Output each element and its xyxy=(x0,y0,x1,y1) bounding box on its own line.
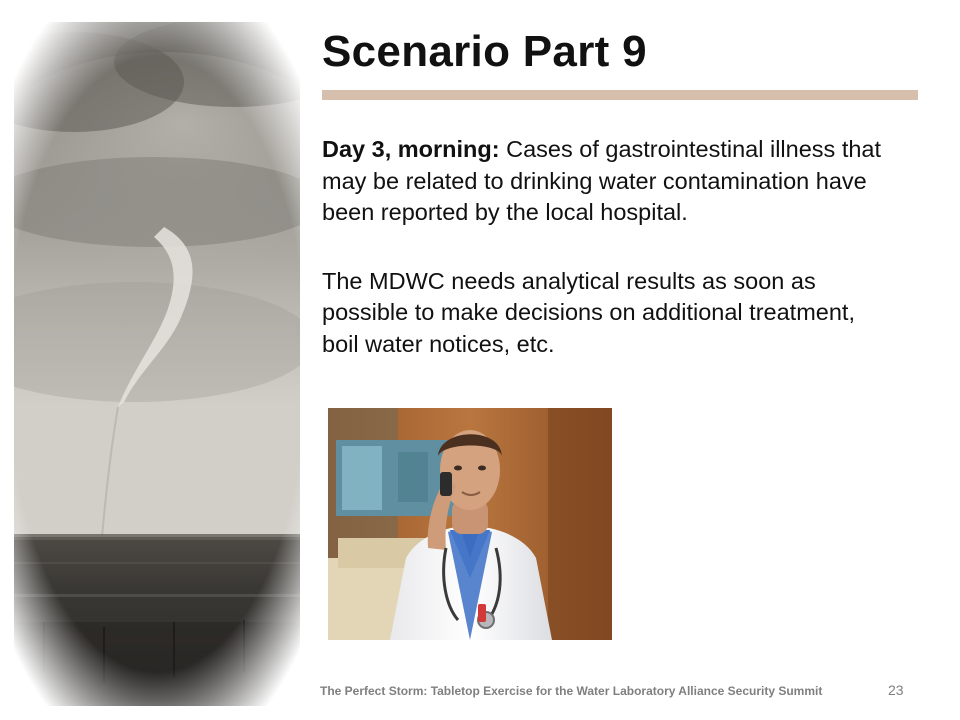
tornado-photo xyxy=(14,22,300,706)
title-underline xyxy=(322,90,918,100)
footer-text: The Perfect Storm: Tabletop Exercise for the Water Laboratory Alliance Security Summit xyxy=(320,684,823,698)
paragraph-text: The MDWC needs analytical results as soon as possible to make decisions on additional treatment, boil water notices, etc. xyxy=(322,267,855,357)
doctor-on-phone-photo xyxy=(328,408,612,640)
slide-title: Scenario Part 9 xyxy=(322,27,647,76)
paragraph-lead: Day 3, morning: xyxy=(322,136,500,162)
body-paragraph-1 xyxy=(322,134,882,229)
slide-body xyxy=(322,134,882,360)
body-paragraph-2 xyxy=(322,266,882,361)
paragraph-text: Cases of gastrointestinal illness that may be related to drinking water contamination have been reported by the local hospital. xyxy=(322,136,882,225)
slide-number: 23 xyxy=(888,682,904,698)
